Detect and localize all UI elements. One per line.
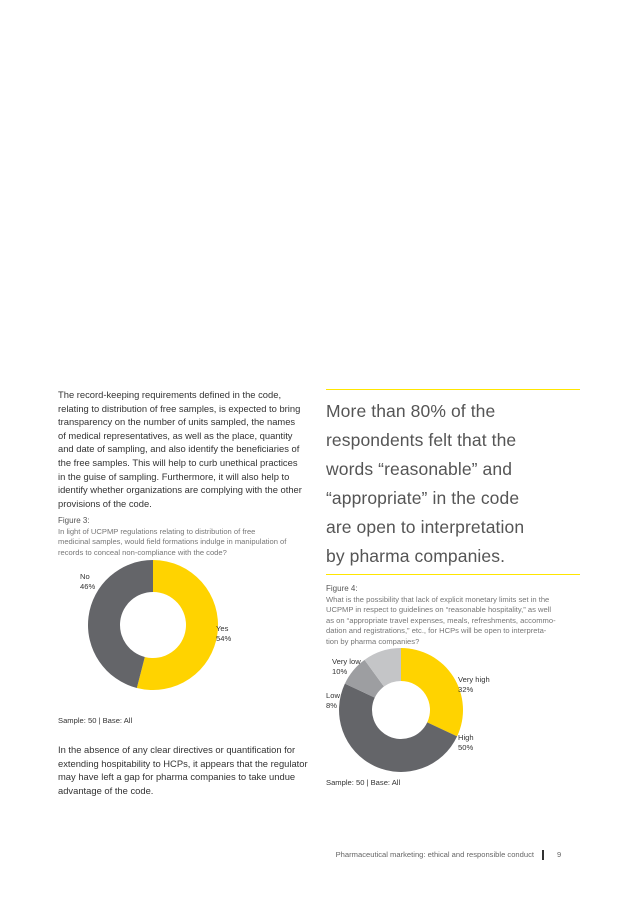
label-name: Low — [326, 691, 340, 700]
figure4-label-very-low — [332, 657, 361, 677]
figure3-label-no — [80, 572, 95, 592]
text-line: may have left a gap for pharma companies to take undue — [58, 771, 296, 783]
text-line: transparency on the number of units sampled, the names — [58, 416, 296, 428]
quote-top-rule — [326, 389, 580, 390]
quote-line: “appropriate” in the code — [326, 488, 520, 508]
quote-line: words “reasonable” and — [326, 459, 513, 479]
quote-line: are open to interpretation — [326, 517, 525, 537]
text-line: extending hospitability to HCPs, it appears that the regulator — [58, 757, 308, 769]
quote-line: More than 80% of the — [326, 401, 496, 421]
label-pct: 50% — [458, 743, 474, 752]
figure4-label-very-high — [458, 675, 490, 695]
figure4-desc-line: as on “appropriate travel expenses, meals, refreshments, accommo- — [326, 615, 556, 625]
figure3-desc-line: records to conceal non-compliance with the code? — [58, 547, 227, 557]
figure3-label-yes — [216, 624, 231, 644]
label-pct: 8% — [326, 701, 337, 710]
figure4-desc-line: UCPMP in respect to guidelines on “reasonable hospitality,” as well — [326, 605, 552, 614]
pull-quote — [326, 397, 586, 571]
figure3-title: Figure 3: — [58, 516, 90, 525]
text-line: In the absence of any clear directives or quantification for — [58, 744, 296, 755]
label-pct: 10% — [332, 667, 348, 676]
label-name: Yes — [216, 624, 229, 633]
text-line: The record-keeping requirements defined in the code, — [58, 389, 282, 400]
quote-bottom-rule — [326, 574, 580, 575]
label-name: Very high — [458, 675, 490, 684]
footer-text: Pharmaceutical marketing: ethical and responsible conduct — [335, 850, 534, 859]
text-line: and date of sampling, and also identify the beneficiaries of — [58, 443, 300, 455]
figure3-sample: Sample: 50 | Base: All — [58, 716, 133, 725]
footer-divider — [542, 850, 544, 860]
figure4-desc-line: What is the possibility that lack of explicit monetary limits set in the — [326, 594, 550, 604]
closing-paragraph — [58, 743, 328, 797]
text-line: relating to distribution of free samples, is expected to bring — [58, 402, 301, 414]
label-name: Very low — [332, 657, 361, 666]
page-number: 9 — [557, 850, 562, 859]
figure4-title: Figure 4: — [326, 584, 358, 593]
figure4-desc-line: dation and registrations,” etc., for HCPs will be open to interpreta- — [326, 626, 547, 635]
figure4-label-high — [458, 733, 474, 753]
quote-line: by pharma companies. — [326, 546, 506, 566]
text-line: of medical representatives, as well as the place, quantity — [58, 429, 293, 441]
figure4-sample: Sample: 50 | Base: All — [326, 778, 401, 787]
slice-very-high — [401, 648, 463, 736]
text-line: advantage of the code. — [58, 784, 154, 796]
text-line: provisions of the code. — [58, 497, 152, 509]
text-line: identify whether organizations are complying with the other — [58, 484, 302, 496]
label-pct: 54% — [216, 634, 232, 643]
text-line: the free samples. This will help to curb unethical practices — [58, 456, 298, 468]
figure3-desc-line: In light of UCPMP regulations relating to distribution of free — [58, 526, 256, 536]
figure4-caption — [326, 584, 582, 647]
label-pct: 32% — [458, 685, 474, 694]
label-name: No — [80, 572, 90, 581]
text-line: in the guise of sampling. Furthermore, it will also help to — [58, 470, 290, 482]
figure4-label-low — [326, 691, 340, 711]
figure4-desc-line: tion by pharma companies? — [326, 636, 420, 646]
figure3-donut-chart — [88, 560, 218, 690]
label-pct: 46% — [80, 582, 96, 591]
intro-paragraph — [58, 388, 328, 510]
quote-line: respondents felt that the — [326, 430, 517, 450]
label-name: High — [458, 733, 474, 742]
figure3-caption — [58, 516, 328, 558]
figure3-desc-line: medicinal samples, would field formations indulge in manipulation of — [58, 537, 287, 546]
